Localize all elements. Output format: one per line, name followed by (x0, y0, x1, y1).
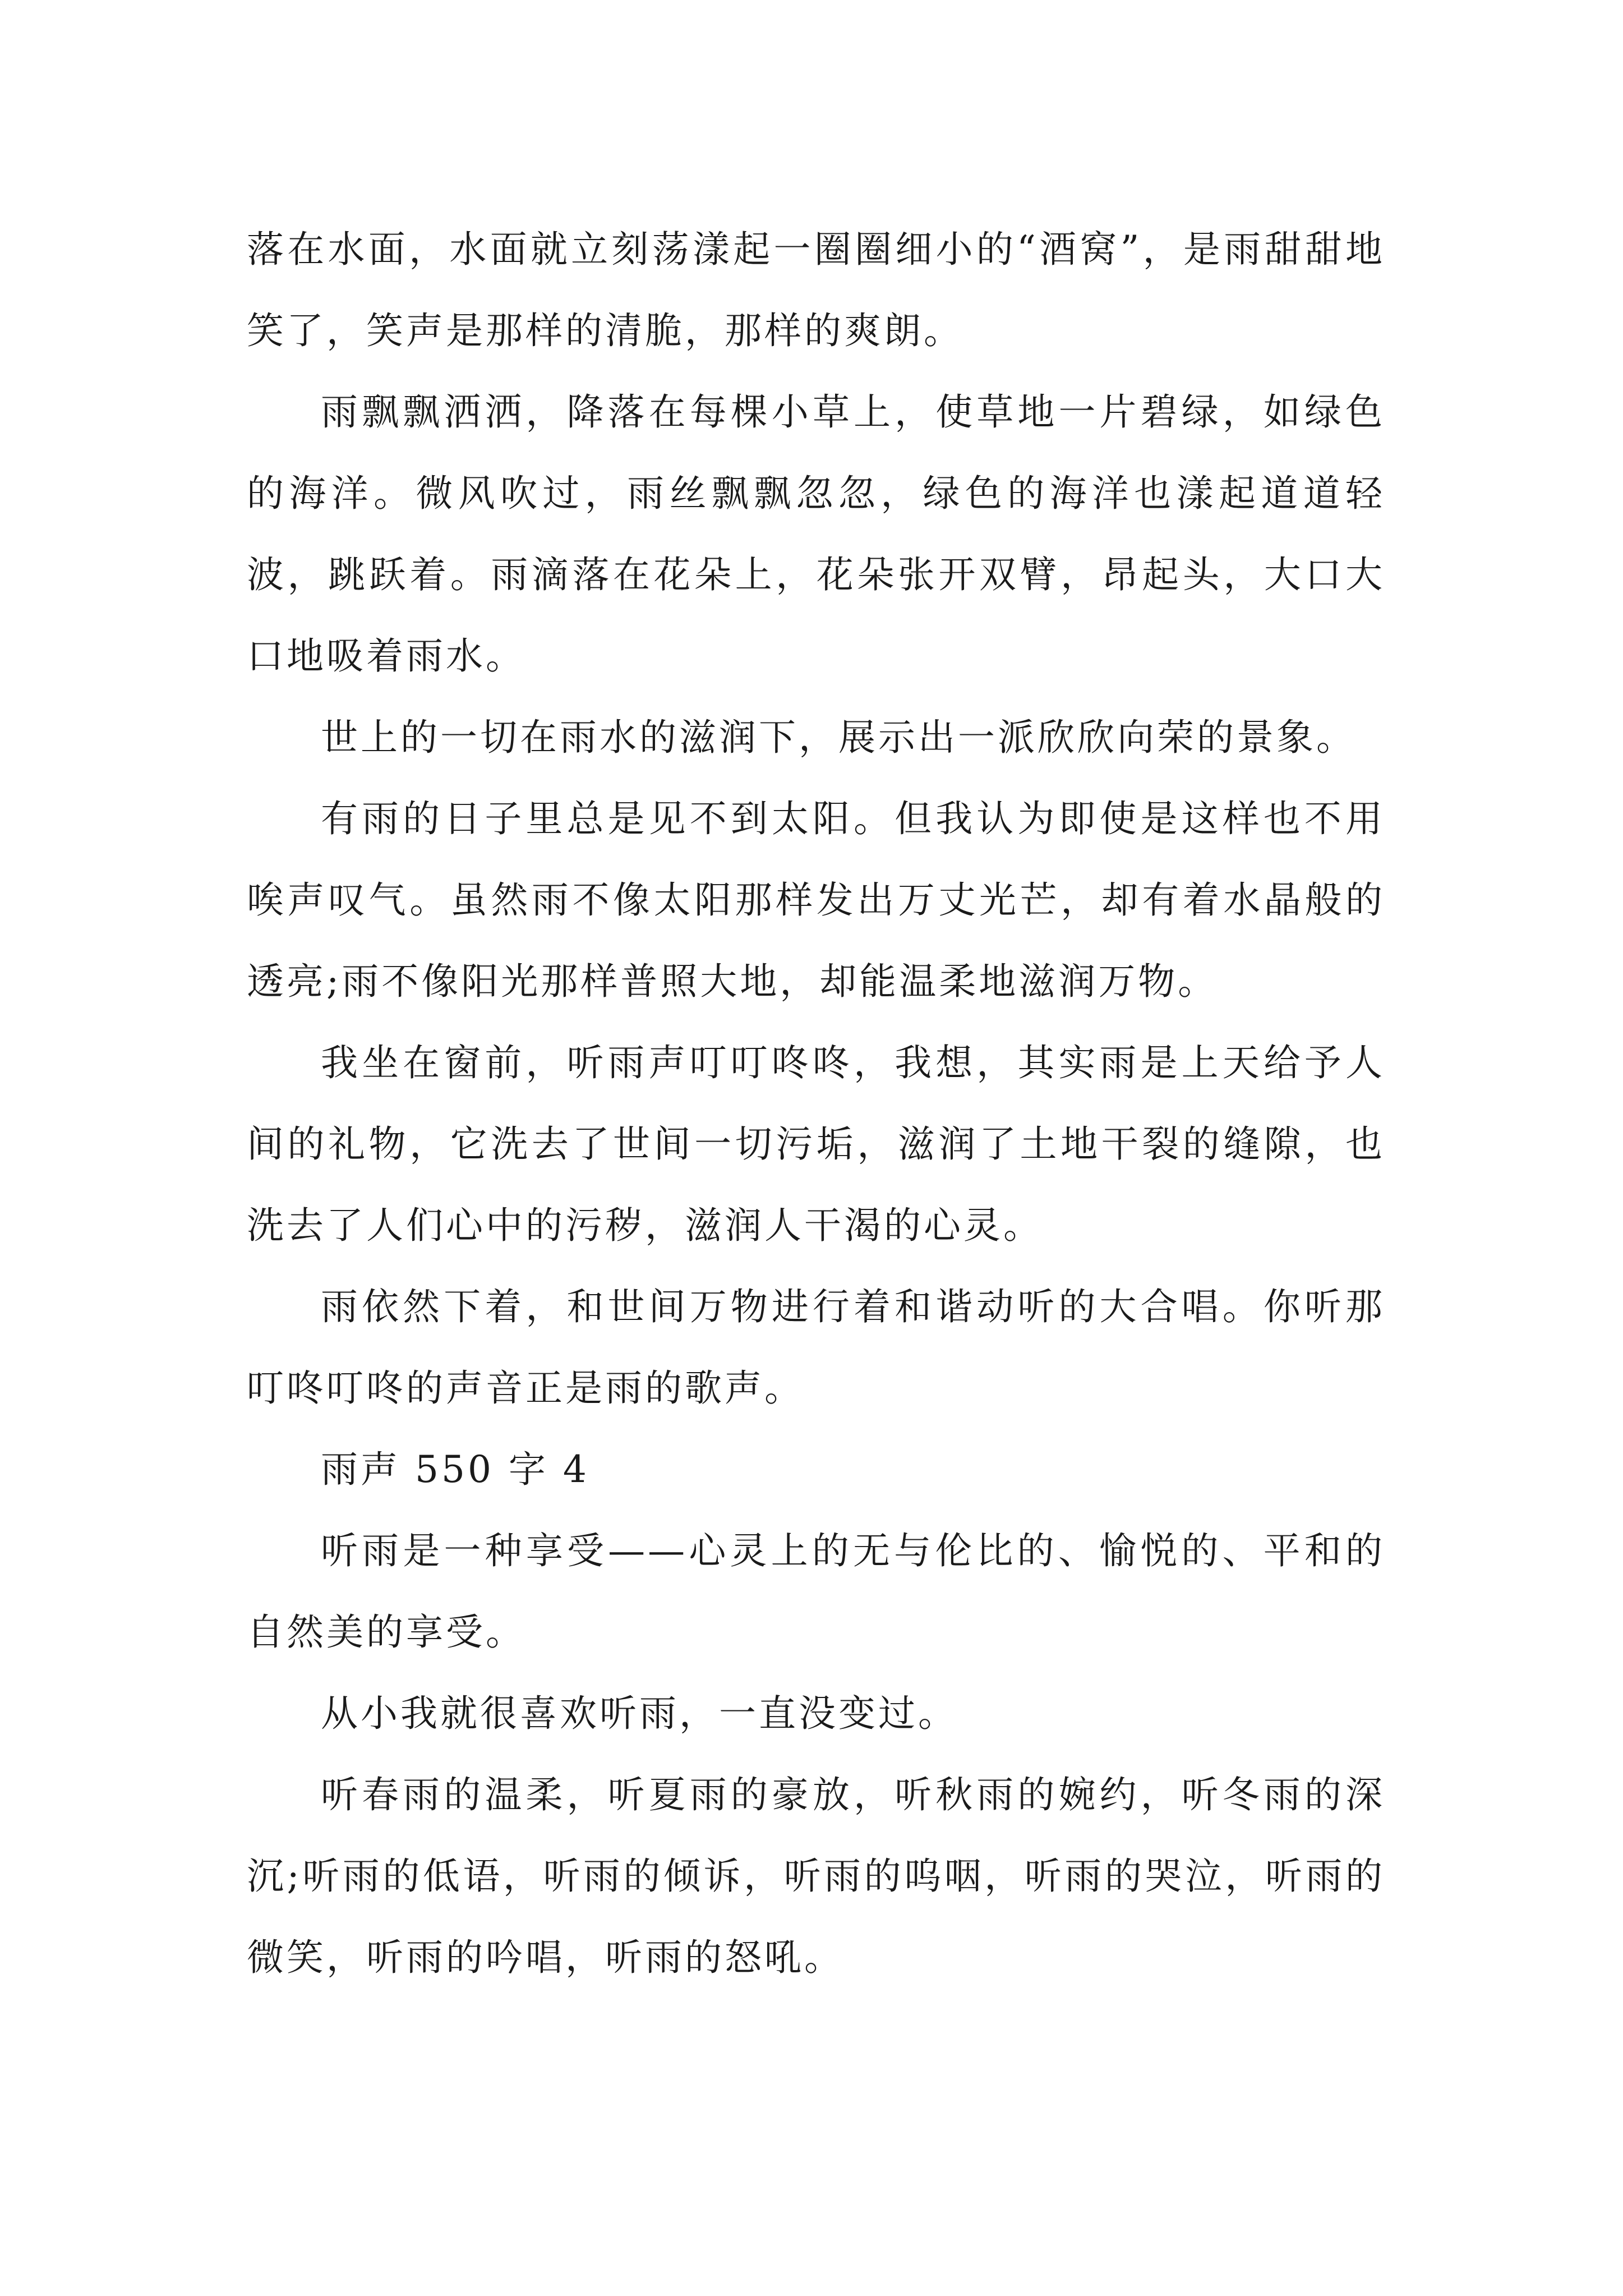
paragraph: 我坐在窗前，听雨声叮叮咚咚，我想，其实雨是上天给予人间的礼物，它洗去了世间一切污垢，滋润了土地干裂的缝隙，也洗去了人们心中的污秽，滋润人干渴的心灵。 (247, 1041, 1385, 1247)
paragraph: 雨飘飘洒洒，降落在每棵小草上，使草地一片碧绿，如绿色的海洋。微风吹过，雨丝飘飘忽忽，绿色的海洋也漾起道道轻波，跳跃着。雨滴落在花朵上，花朵张开双臂，昂起头，大口大口地吸着雨水。 (247, 390, 1385, 678)
paragraph: 雨依然下着，和世间万物进行着和谐动听的大合唱。你听那叮咚叮咚的声音正是雨的歌声。 (247, 1285, 1385, 1410)
section-heading: 雨声 550 字 4 (321, 1448, 589, 1491)
paragraph: 听雨是一种享受——心灵上的无与伦比的、愉悦的、平和的自然美的享受。 (247, 1529, 1385, 1654)
document-body (247, 209, 1385, 1998)
paragraph: 世上的一切在雨水的滋润下，展示出一派欣欣向荣的景象。 (321, 716, 1356, 759)
paragraph: 从小我就很喜欢听雨，一直没变过。 (321, 1692, 958, 1735)
paragraph: 有雨的日子里总是见不到太阳。但我认为即使是这样也不用唉声叹气。虽然雨不像太阳那样发出万丈光芒，却有着水晶般的透亮;雨不像阳光那样普照大地，却能温柔地滋润万物。 (247, 797, 1385, 1003)
paragraph: 听春雨的温柔，听夏雨的豪放，听秋雨的婉约，听冬雨的深沉;听雨的低语，听雨的倾诉，听雨的呜咽，听雨的哭泣，听雨的微笑，听雨的吟唱，听雨的怒吼。 (247, 1773, 1385, 1979)
paragraph-continuation: 落在水面，水面就立刻荡漾起一圈圈细小的“酒窝”，是雨甜甜地笑了，笑声是那样的清脆，那样的爽朗。 (247, 228, 1385, 352)
